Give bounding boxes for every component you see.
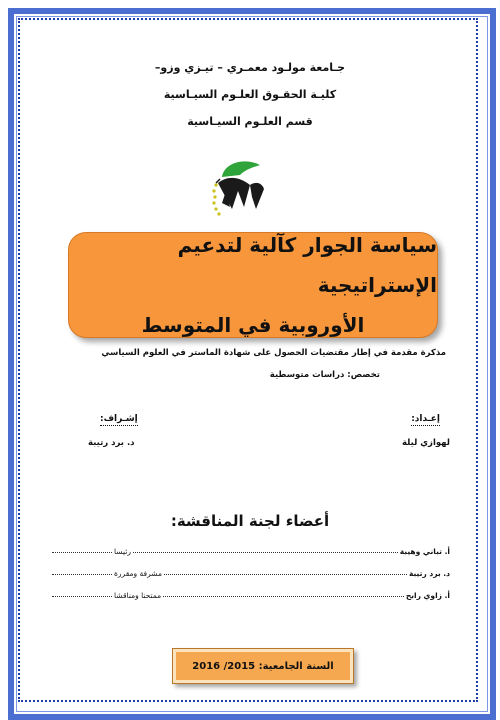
dotted-leader bbox=[52, 551, 112, 553]
academic-year: السنة الجامعية: 2015/ 2016 bbox=[192, 660, 334, 672]
university-logo-icon bbox=[210, 155, 268, 217]
specialty: تخصص: دراسات متوسطية bbox=[269, 370, 380, 380]
faculty-name: كليـة الحقـوق العلـوم السيـاسية bbox=[163, 88, 337, 101]
dotted-leader bbox=[163, 595, 404, 597]
thesis-title-line-1: سياسة الجوار كآلية لتدعيم الإستراتيجية bbox=[177, 233, 437, 297]
institution-header bbox=[0, 54, 500, 135]
dotted-leader bbox=[164, 573, 407, 575]
academic-year-box bbox=[172, 648, 354, 684]
member-role: مشرفة ومقررة bbox=[114, 569, 162, 578]
committee-member bbox=[50, 542, 450, 556]
prepared-by-name: لهوازي ليلة bbox=[402, 438, 450, 448]
committee-member bbox=[50, 564, 450, 578]
dotted-leader bbox=[133, 551, 398, 553]
member-name: أ. زاوي رابح bbox=[405, 591, 450, 600]
member-name: أ. تباني وهيبة bbox=[399, 547, 450, 556]
member-role: ممتحنا ومناقشا bbox=[114, 591, 162, 600]
dotted-leader bbox=[52, 595, 112, 597]
department-name: قسم العلـوم السيـاسية bbox=[187, 115, 313, 128]
university-name: جـامعة مولـود معمـري – تيـزي وزو– bbox=[154, 61, 346, 74]
thesis-title-line-2: الأوروبية في المتوسط bbox=[141, 313, 365, 337]
prepared-by-label: إعـداد: bbox=[411, 414, 440, 424]
thesis-title-box bbox=[68, 232, 438, 338]
committee-member bbox=[50, 586, 450, 600]
committee-title: أعضاء لجنة المناقشة: bbox=[170, 512, 330, 530]
member-name: د. برد رتيبة bbox=[408, 569, 450, 578]
supervision-name: د. برد رتيبة bbox=[88, 438, 135, 448]
dotted-leader bbox=[52, 573, 112, 575]
member-role: رئيسا bbox=[114, 547, 131, 556]
supervision-label: إشـراف: bbox=[100, 414, 138, 424]
thesis-subtitle: مذكرة مقدمة في إطار مقتضيات الحصول على شهادة الماستر في العلوم السياسي bbox=[101, 348, 446, 358]
